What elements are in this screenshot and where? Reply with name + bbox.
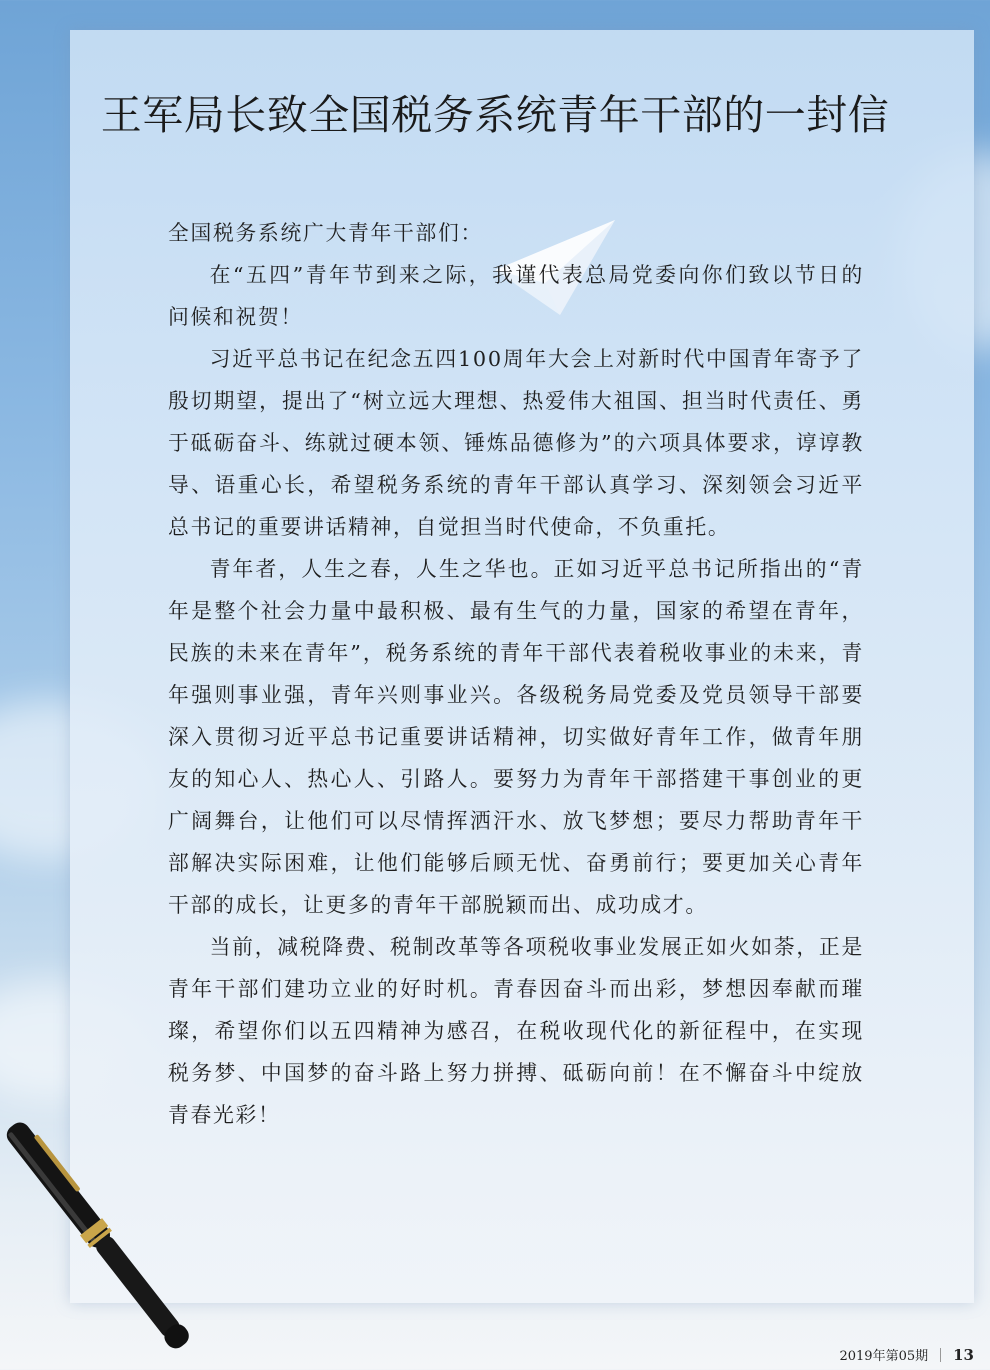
- letter-body: [168, 212, 864, 1136]
- fountain-pen-icon: [0, 1105, 200, 1370]
- issue-label: 2019年第05期: [839, 1349, 929, 1364]
- letter-paragraph: 当前，减税降费、税制改革等各项税收事业发展正如火如荼，正是青年干部们建功立业的好时机。青春因奋斗而出彩，梦想因奉献而璀璨，希望你们以五四精神为感召，在税收现代化的新征程中，在实现税务梦、中国梦的奋斗路上努力拼搏、砥砺向前！在不懈奋斗中绽放青春光彩！: [168, 935, 864, 1127]
- letter-paragraph: 青年者，人生之春，人生之华也。正如习近平总书记所指出的“青年是整个社会力量中最积极、最有生气的力量，国家的希望在青年，民族的未来在青年”，税务系统的青年干部代表着税收事业的未来，青年强则事业强，青年兴则事业兴。各级税务局党委及党员领导干部要深入贯彻习近平总书记重要讲话精神，切实做好青年工作，做青年朋友的知心人、热心人、引路人。要努力为青年干部搭建干事创业的更广阔舞台，让他们可以尽情挥洒汗水、放飞梦想；要尽力帮助青年干部解决实际困难，让他们能够后顾无忧、奋勇前行；要更加关心青年干部的成长，让更多的青年干部脱颖而出、成功成才。: [168, 557, 864, 917]
- page-number: 13: [953, 1345, 974, 1364]
- page-footer: [839, 1345, 974, 1364]
- footer-divider: [940, 1348, 941, 1362]
- letter-paragraph: 在“五四”青年节到来之际，我谨代表总局党委向你们致以节日的问候和祝贺！: [168, 263, 864, 329]
- letter-paragraph: 习近平总书记在纪念五四100周年大会上对新时代中国青年寄予了殷切期望，提出了“树立远大理想、热爱伟大祖国、担当时代责任、勇于砥砺奋斗、练就过硬本领、锤炼品德修为”的六项具体要求，谆谆教导、语重心长，希望税务系统的青年干部认真学习、深刻领会习近平总书记的重要讲话精神，自觉担当时代使命，不负重托。: [168, 347, 864, 539]
- letter-title: 王军局长致全国税务系统青年干部的一封信: [100, 91, 890, 139]
- letter-salutation: 全国税务系统广大青年干部们：: [168, 221, 483, 245]
